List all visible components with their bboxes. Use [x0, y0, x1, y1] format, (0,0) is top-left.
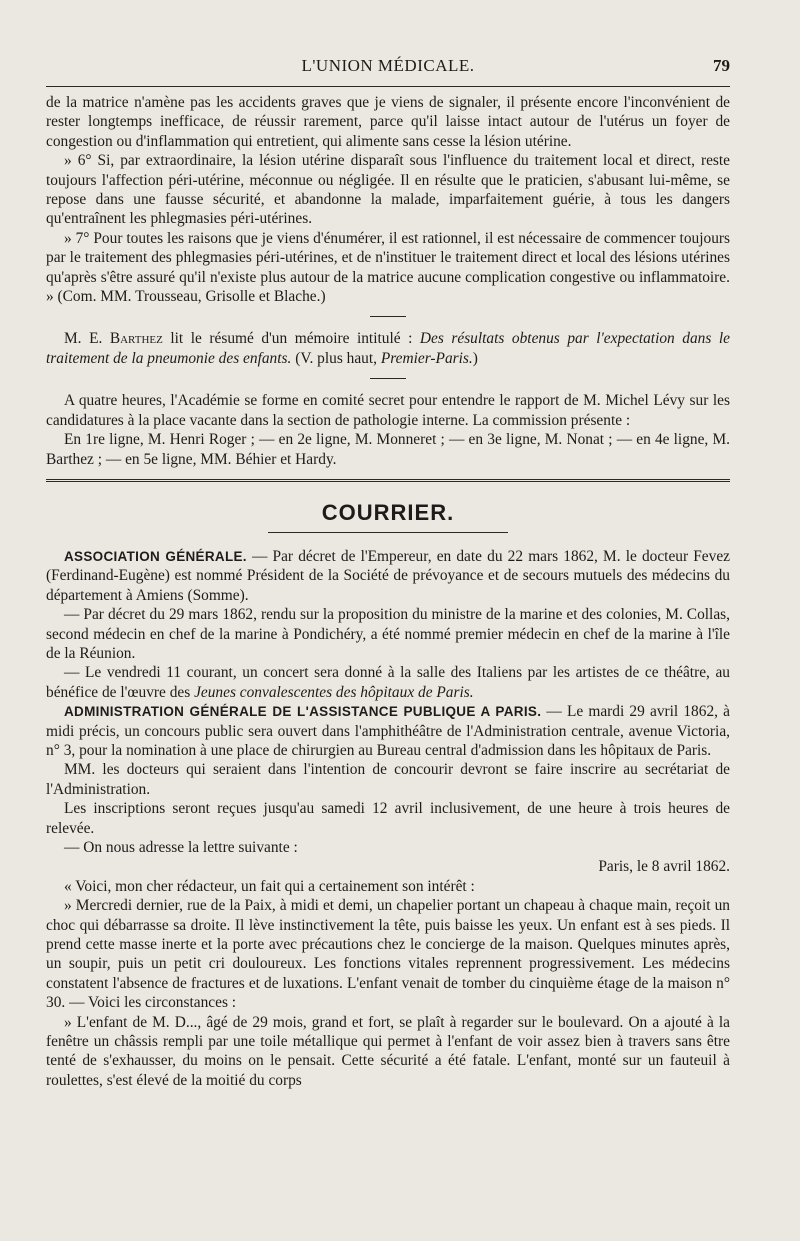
separator-rule: [370, 316, 406, 317]
title-rule: [268, 532, 508, 533]
paragraph-association: [46, 547, 730, 605]
charity-name: Jeunes convalescentes des hôpitaux de Paris.: [194, 683, 474, 701]
paragraph-barthez: [46, 329, 730, 368]
text-span: — Par décret de l'Empereur, en date du 22 mars 1862, M. le docteur Fevez (Ferdinand-Eugène) est nommé Président de la Société de prévoyance et de secours mutuels des médecins du département à Amiens (Somme).: [46, 547, 731, 604]
section-rule: [46, 479, 730, 482]
paragraph: — Par décret du 29 mars 1862, rendu sur la proposition du ministre de la marine et des colonies, M. Collas, second médecin en chef de la marine à Pondichéry, a été nommé premier médecin en chef de la marine à l'île de la Réunion.: [46, 606, 730, 662]
paragraph: En 1re ligne, M. Henri Roger ; — en 2e ligne, M. Monneret ; — en 3e ligne, M. Nonat ; — en 4e ligne, M. Barthez ; — en 5e ligne, MM. Béhier et Hardy.: [46, 431, 730, 468]
memoir-title: Des résultats obtenus par l'expectation dans le traitement de la pneumonie des enfants.: [46, 330, 730, 367]
reference: Premier-Paris.: [380, 349, 473, 367]
text-span: lit le résumé d'un mémoire intitulé :: [162, 330, 420, 348]
paragraph: » 6° Si, par extraordinaire, la lésion utérine disparaît sous l'influence du traitement local et direct, reste toujours l'affection péri-utérine, méconnue ou négligée. Il en résulte que le praticien, s'abusant lui-même, se repose dans une fausse sécurité, et abandonne la malade, imparfaitement guérie, à tous les dangers qu'entraînent les phlegmasies péri-utérines.: [46, 152, 730, 228]
page-number: 79: [713, 56, 730, 75]
text-span: ): [472, 349, 478, 367]
page-header: [46, 56, 730, 82]
paragraph: — On nous adresse la lettre suivante :: [64, 839, 298, 856]
rubric-label: ASSOCIATION GÉNÉRALE.: [64, 548, 247, 564]
running-title: L'UNION MÉDICALE.: [301, 56, 475, 75]
paragraph-concert: [46, 663, 730, 702]
text-span: — Le vendredi 11 courant, un concert sera donné à la salle des Italiens par les artistes de ce théâtre, au bénéfice de l'œuvre des: [46, 664, 730, 701]
paragraph: MM. les docteurs qui seraient dans l'intention de concourir devront se faire inscrire au secrétariat de l'Administration.: [46, 761, 730, 798]
paragraph: » L'enfant de M. D..., âgé de 29 mois, grand et fort, se plaît à regarder sur le boulevard. On a ajouté à la fenêtre un châssis rempli par une toile métallique qui permet à l'enfant de voir assez bien à travers sans être tenté de s'exhausser, du moins on le pensait. Cette sécurité a été fatale. L'enfant, monté sur un fauteuil à roulettes, s'est élevé de la moitié du corps: [46, 1013, 730, 1089]
text-span: (V. plus haut,: [291, 349, 381, 367]
section-title: COURRIER.: [321, 499, 455, 525]
dateline: Paris, le 8 avril 1862.: [598, 858, 730, 876]
text-span: — Le mardi 29 avril 1862, à midi précis, un concours public sera ouvert dans l'amphithéâtre de l'Administration centrale, avenue Victoria, n° 3, pour la nomination à une place de chirurgien au Bureau central d'admission dans les hôpitaux de Paris.: [46, 703, 730, 759]
paragraph: » 7° Pour toutes les raisons que je viens d'énumérer, il est rationnel, il est nécessaire de commencer toujours par le traitement des phlegmasies péri-utérines, et de n'instituer le traitement direct et local des lésions utérines qu'après s'être assuré qu'il n'existe plus autour de la matrice aucune complication congestive ou inflammatoire. » (Com. MM. Trousseau, Grisolle et Blache.): [46, 229, 730, 306]
rubric-label: ADMINISTRATION GÉNÉRALE DE L'ASSISTANCE PUBLIQUE A PARIS.: [64, 704, 542, 720]
separator-rule: [370, 378, 406, 379]
paragraph: « Voici, mon cher rédacteur, un fait qui a certainement son intérêt :: [64, 877, 475, 895]
paragraph-administration: [46, 702, 730, 760]
paragraph: Les inscriptions seront reçues jusqu'au samedi 12 avril inclusivement, de une heure à trois heures de relevée.: [46, 800, 730, 837]
text-span: M. E.: [64, 330, 110, 348]
author-name: Barthez: [109, 330, 163, 348]
paragraph: A quatre heures, l'Académie se forme en comité secret pour entendre le rapport de M. Michel Lévy sur les candidatures à la place vacante dans la section de pathologie interne. La commission présente :: [46, 392, 730, 429]
paragraph: » Mercredi dernier, rue de la Paix, à midi et demi, un chapelier portant un chapeau à chaque main, reçoit un choc qui débarrasse sa droite. Il lève instinctivement la tête, puis baisse les yeux. Un enfant est à ses pieds. Il prend cette masse inerte et la porte avec précautions chez le concierge de la maison. Quelques minutes après, un soupir, puis un petit cri douloureux. Les fonctions vitales reprennent progressivement. Les médecins constatent l'absence de fractures et de luxations. L'enfant venait de tomber du cinquième étage de la maison n° 30. — Voici les circonstances :: [46, 897, 730, 1012]
paragraph: de la matrice n'amène pas les accidents graves que je viens de signaler, il présente encore l'inconvénient de rester longtemps inefficace, de réussir rarement, parce qu'il laisse intact autour de l'utérus un foyer de congestion ou d'inflammation qui entretient, qui alimente sans cesse la lésion utérine.: [46, 94, 730, 150]
